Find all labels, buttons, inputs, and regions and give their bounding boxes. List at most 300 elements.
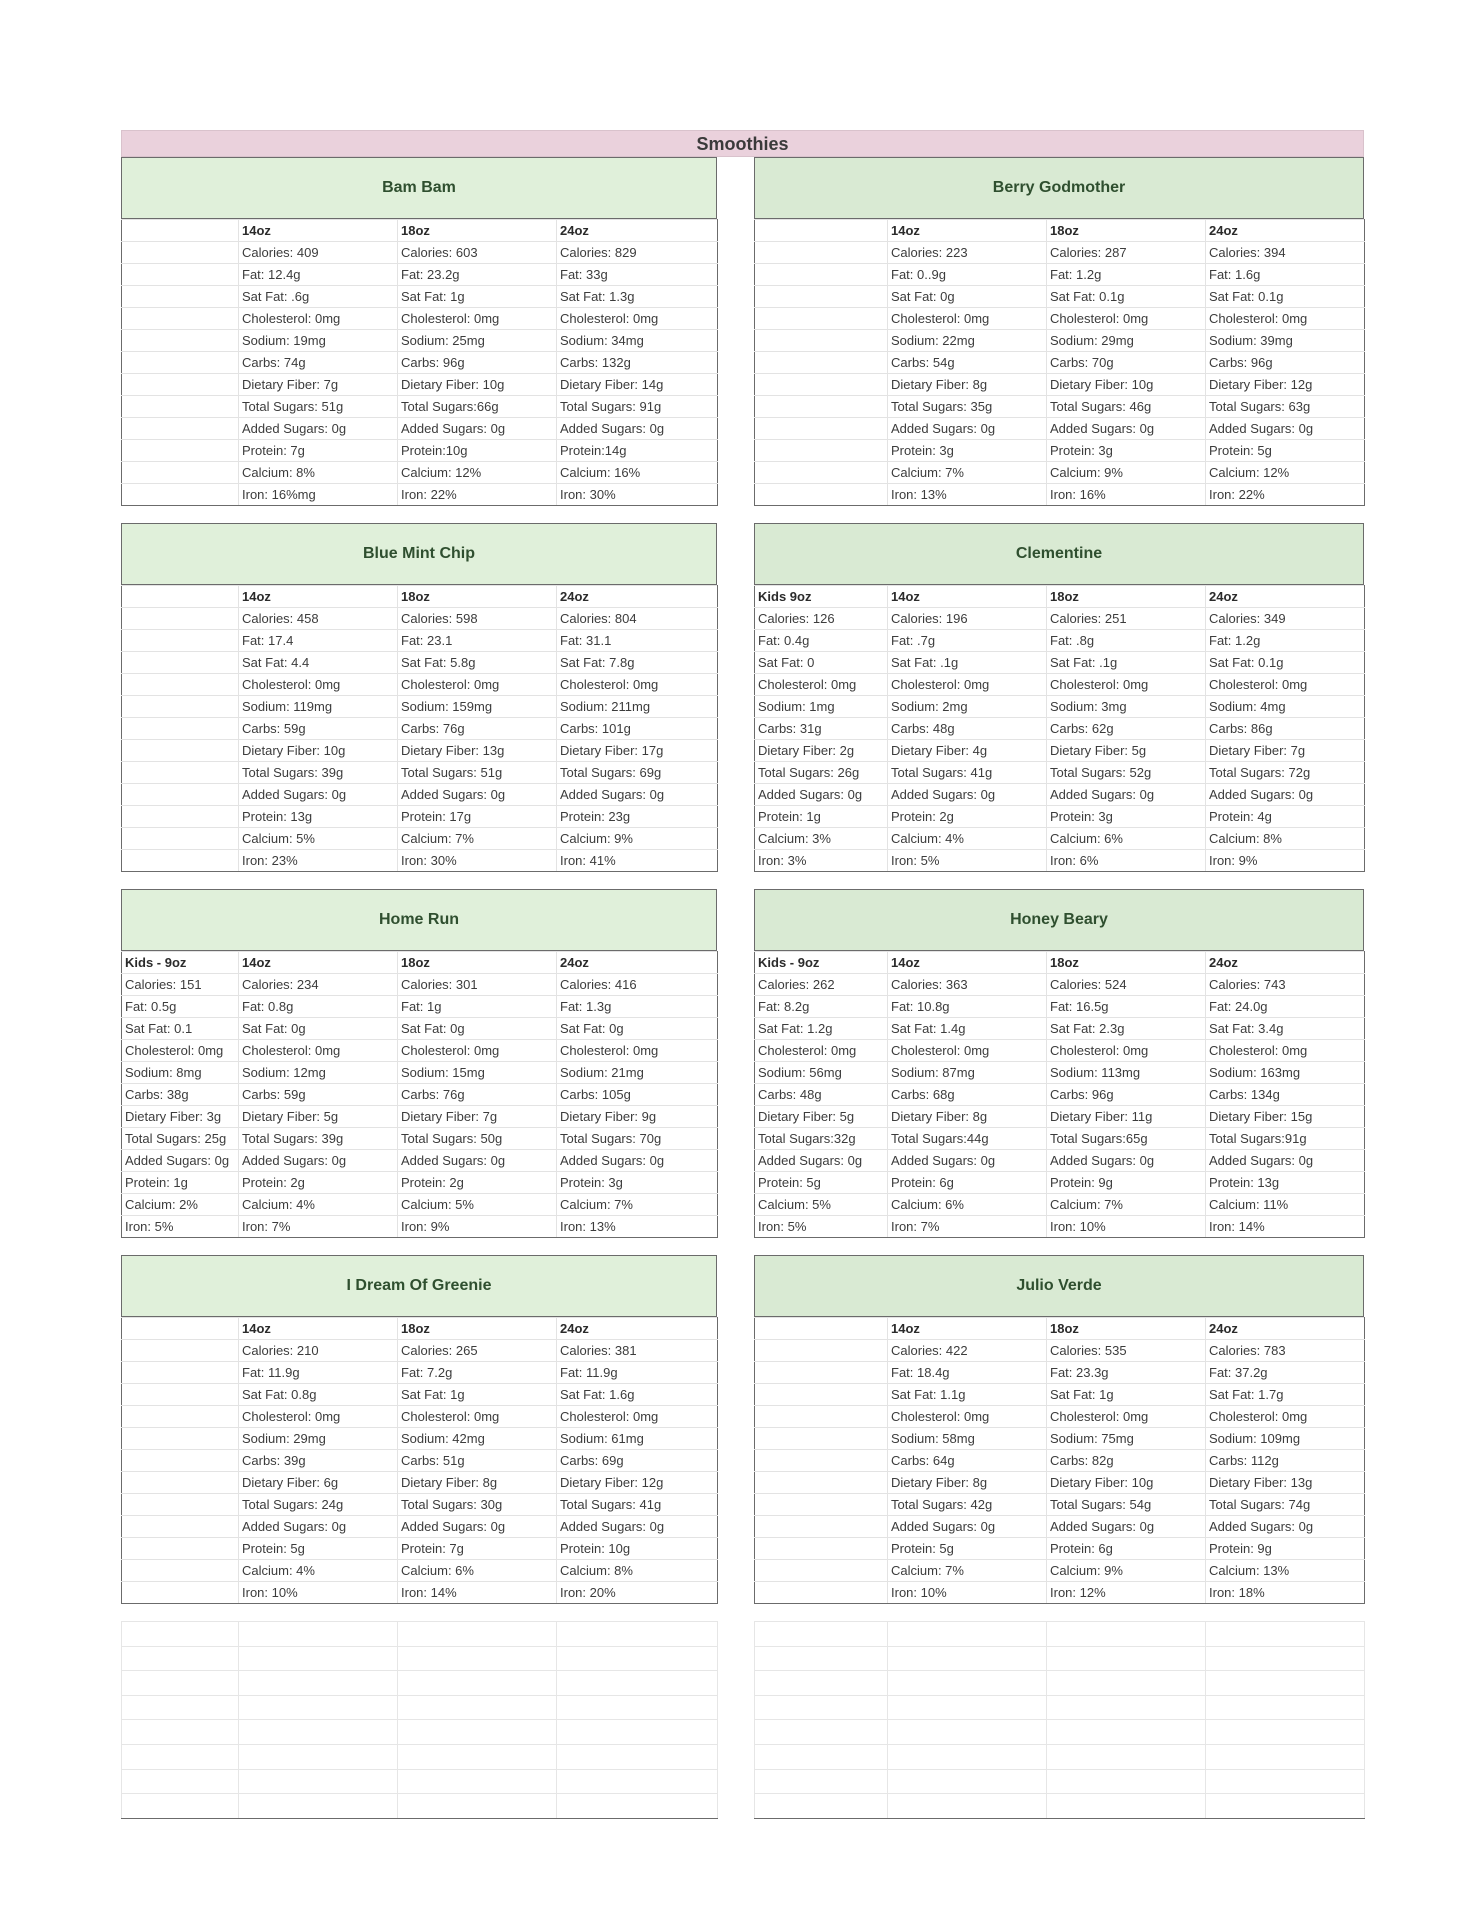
nutrient-cell[interactable]: Total Sugars: 74g (1206, 1494, 1365, 1516)
nutrient-cell[interactable]: Total Sugars: 54g (1047, 1494, 1206, 1516)
nutrient-cell[interactable]: Sat Fat: 0g (239, 1018, 398, 1040)
nutrient-cell[interactable] (122, 418, 239, 440)
nutrient-cell[interactable]: Protein: 5g (1206, 440, 1365, 462)
nutrient-cell[interactable]: Carbs: 96g (1206, 352, 1365, 374)
nutrient-cell[interactable] (122, 1340, 239, 1362)
size-label[interactable]: 24oz (1206, 220, 1365, 242)
size-label[interactable]: 14oz (239, 220, 398, 242)
nutrient-cell[interactable]: Dietary Fiber: 8g (888, 374, 1047, 396)
nutrient-cell[interactable]: Dietary Fiber: 10g (239, 740, 398, 762)
nutrient-cell[interactable]: Dietary Fiber: 14g (557, 374, 718, 396)
empty-cell[interactable] (557, 1720, 718, 1745)
nutrient-cell[interactable]: Fat: 7.2g (398, 1362, 557, 1384)
nutrient-cell[interactable]: Added Sugars: 0g (398, 418, 557, 440)
nutrient-cell[interactable] (122, 850, 239, 872)
nutrient-cell[interactable]: Added Sugars: 0g (888, 1150, 1047, 1172)
nutrient-cell[interactable]: Carbs: 96g (1047, 1084, 1206, 1106)
nutrient-cell[interactable]: Iron: 10% (239, 1582, 398, 1604)
nutrient-cell[interactable]: Sodium: 211mg (557, 696, 718, 718)
nutrient-cell[interactable]: Added Sugars: 0g (1047, 784, 1206, 806)
nutrient-cell[interactable]: Iron: 30% (557, 484, 718, 506)
nutrient-cell[interactable]: Sodium: 163mg (1206, 1062, 1365, 1084)
nutrient-cell[interactable]: Sat Fat: 1g (398, 286, 557, 308)
nutrient-cell[interactable]: Carbs: 48g (888, 718, 1047, 740)
nutrient-cell[interactable]: Added Sugars: 0g (239, 418, 398, 440)
nutrient-cell[interactable]: Protein: 5g (755, 1172, 888, 1194)
empty-cell[interactable] (398, 1671, 557, 1696)
nutrient-cell[interactable]: Total Sugars:44g (888, 1128, 1047, 1150)
nutrient-cell[interactable]: Added Sugars: 0g (557, 418, 718, 440)
empty-cell[interactable] (122, 1769, 239, 1794)
nutrient-cell[interactable]: Cholesterol: 0mg (888, 308, 1047, 330)
nutrient-cell[interactable]: Iron: 22% (1206, 484, 1365, 506)
size-label[interactable]: 24oz (557, 952, 718, 974)
nutrient-cell[interactable]: Calcium: 7% (398, 828, 557, 850)
nutrient-cell[interactable]: Sodium: 87mg (888, 1062, 1047, 1084)
nutrient-cell[interactable]: Protein:14g (557, 440, 718, 462)
size-label[interactable]: 18oz (398, 952, 557, 974)
nutrient-cell[interactable]: Total Sugars: 46g (1047, 396, 1206, 418)
empty-cell[interactable] (557, 1646, 718, 1671)
nutrient-cell[interactable]: Sodium: 19mg (239, 330, 398, 352)
nutrient-cell[interactable]: Cholesterol: 0mg (755, 1040, 888, 1062)
size-label[interactable]: 18oz (1047, 952, 1206, 974)
nutrient-cell[interactable]: Calcium: 12% (398, 462, 557, 484)
empty-cell[interactable] (1206, 1744, 1365, 1769)
empty-cell[interactable] (239, 1769, 398, 1794)
nutrient-cell[interactable]: Protein: 3g (557, 1172, 718, 1194)
nutrient-cell[interactable]: Cholesterol: 0mg (1047, 1406, 1206, 1428)
nutrient-cell[interactable]: Calcium: 7% (557, 1194, 718, 1216)
empty-cell[interactable] (239, 1695, 398, 1720)
nutrient-cell[interactable]: Protein: 3g (888, 440, 1047, 462)
empty-cell[interactable] (122, 1720, 239, 1745)
empty-cell[interactable] (1206, 1769, 1365, 1794)
nutrient-cell[interactable]: Carbs: 82g (1047, 1450, 1206, 1472)
nutrient-cell[interactable]: Dietary Fiber: 9g (557, 1106, 718, 1128)
nutrient-cell[interactable]: Carbs: 64g (888, 1450, 1047, 1472)
nutrient-cell[interactable] (122, 1406, 239, 1428)
nutrient-cell[interactable]: Added Sugars: 0g (122, 1150, 239, 1172)
nutrient-cell[interactable]: Carbs: 39g (239, 1450, 398, 1472)
nutrient-cell[interactable]: Sat Fat: 3.4g (1206, 1018, 1365, 1040)
size-label[interactable]: 14oz (239, 952, 398, 974)
nutrient-cell[interactable] (755, 1406, 888, 1428)
nutrient-cell[interactable]: Fat: 1.3g (557, 996, 718, 1018)
nutrient-cell[interactable]: Fat: 23.1 (398, 630, 557, 652)
nutrient-cell[interactable]: Calcium: 3% (755, 828, 888, 850)
nutrient-cell[interactable]: Sat Fat: 1.1g (888, 1384, 1047, 1406)
empty-cell[interactable] (398, 1695, 557, 1720)
empty-cell[interactable] (888, 1695, 1047, 1720)
nutrient-cell[interactable]: Total Sugars: 24g (239, 1494, 398, 1516)
empty-cell[interactable] (239, 1744, 398, 1769)
nutrient-cell[interactable]: Calories: 394 (1206, 242, 1365, 264)
nutrient-cell[interactable]: Sodium: 39mg (1206, 330, 1365, 352)
nutrient-cell[interactable]: Carbs: 68g (888, 1084, 1047, 1106)
size-label[interactable]: 14oz (888, 220, 1047, 242)
nutrient-cell[interactable]: Protein: 17g (398, 806, 557, 828)
nutrient-cell[interactable]: Total Sugars:65g (1047, 1128, 1206, 1150)
nutrient-cell[interactable]: Sodium: 15mg (398, 1062, 557, 1084)
nutrient-cell[interactable]: Carbs: 132g (557, 352, 718, 374)
nutrient-cell[interactable]: Carbs: 31g (755, 718, 888, 740)
nutrient-cell[interactable]: Cholesterol: 0mg (557, 1406, 718, 1428)
empty-cell[interactable] (122, 1646, 239, 1671)
nutrient-cell[interactable]: Cholesterol: 0mg (1047, 1040, 1206, 1062)
size-label[interactable]: 18oz (398, 586, 557, 608)
nutrient-cell[interactable] (755, 1516, 888, 1538)
nutrient-cell[interactable]: Protein: 3g (1047, 440, 1206, 462)
nutrient-cell[interactable]: Total Sugars:32g (755, 1128, 888, 1150)
empty-cell[interactable] (1047, 1744, 1206, 1769)
nutrient-cell[interactable]: Iron: 14% (398, 1582, 557, 1604)
nutrient-cell[interactable]: Carbs: 62g (1047, 718, 1206, 740)
nutrient-cell[interactable]: Fat: 1.6g (1206, 264, 1365, 286)
nutrient-cell[interactable]: Sat Fat: 0 (755, 652, 888, 674)
nutrient-cell[interactable]: Calcium: 5% (398, 1194, 557, 1216)
nutrient-cell[interactable]: Total Sugars: 30g (398, 1494, 557, 1516)
nutrient-cell[interactable]: Cholesterol: 0mg (1206, 1040, 1365, 1062)
nutrient-cell[interactable]: Cholesterol: 0mg (398, 308, 557, 330)
nutrient-cell[interactable]: Fat: 24.0g (1206, 996, 1365, 1018)
nutrient-cell[interactable]: Sat Fat: 0.1g (1206, 652, 1365, 674)
nutrient-cell[interactable]: Calories: 126 (755, 608, 888, 630)
nutrient-cell[interactable]: Added Sugars: 0g (1206, 1150, 1365, 1172)
nutrient-cell[interactable]: Sodium: 42mg (398, 1428, 557, 1450)
nutrient-cell[interactable]: Sat Fat: 0g (557, 1018, 718, 1040)
nutrient-cell[interactable]: Protein: 6g (888, 1172, 1047, 1194)
nutrient-cell[interactable]: Total Sugars:66g (398, 396, 557, 418)
nutrient-cell[interactable]: Iron: 20% (557, 1582, 718, 1604)
empty-cell[interactable] (122, 1671, 239, 1696)
nutrient-cell[interactable]: Calcium: 5% (239, 828, 398, 850)
nutrient-cell[interactable]: Carbs: 112g (1206, 1450, 1365, 1472)
nutrient-cell[interactable] (122, 608, 239, 630)
nutrient-cell[interactable]: Iron: 5% (888, 850, 1047, 872)
nutrient-cell[interactable]: Protein: 3g (1047, 806, 1206, 828)
nutrient-cell[interactable] (122, 242, 239, 264)
nutrient-cell[interactable]: Total Sugars: 51g (239, 396, 398, 418)
nutrient-cell[interactable]: Sodium: 56mg (755, 1062, 888, 1084)
empty-cell[interactable] (398, 1769, 557, 1794)
empty-cell[interactable] (888, 1744, 1047, 1769)
nutrient-cell[interactable]: Dietary Fiber: 8g (888, 1472, 1047, 1494)
nutrient-cell[interactable]: Dietary Fiber: 7g (239, 374, 398, 396)
size-label[interactable] (122, 586, 239, 608)
nutrient-cell[interactable] (122, 286, 239, 308)
nutrient-cell[interactable]: Calories: 458 (239, 608, 398, 630)
nutrient-cell[interactable] (122, 396, 239, 418)
size-label[interactable]: 24oz (1206, 952, 1365, 974)
nutrient-cell[interactable]: Cholesterol: 0mg (239, 1406, 398, 1428)
nutrient-cell[interactable]: Carbs: 76g (398, 718, 557, 740)
nutrient-cell[interactable]: Fat: 18.4g (888, 1362, 1047, 1384)
nutrient-cell[interactable] (122, 1384, 239, 1406)
nutrient-cell[interactable] (122, 484, 239, 506)
nutrient-cell[interactable]: Iron: 7% (888, 1216, 1047, 1238)
nutrient-cell[interactable]: Protein: 13g (239, 806, 398, 828)
nutrient-cell[interactable]: Added Sugars: 0g (239, 784, 398, 806)
size-label[interactable]: 18oz (398, 220, 557, 242)
nutrient-cell[interactable]: Total Sugars: 72g (1206, 762, 1365, 784)
nutrient-cell[interactable]: Iron: 18% (1206, 1582, 1365, 1604)
nutrient-cell[interactable] (122, 1582, 239, 1604)
nutrient-cell[interactable]: Added Sugars: 0g (1047, 1150, 1206, 1172)
nutrient-cell[interactable]: Protein: 13g (1206, 1172, 1365, 1194)
nutrient-cell[interactable]: Sat Fat: 0g (398, 1018, 557, 1040)
nutrient-cell[interactable]: Cholesterol: 0mg (239, 1040, 398, 1062)
nutrient-cell[interactable]: Iron: 30% (398, 850, 557, 872)
nutrient-cell[interactable]: Carbs: 48g (755, 1084, 888, 1106)
nutrient-cell[interactable] (122, 630, 239, 652)
nutrient-cell[interactable]: Carbs: 70g (1047, 352, 1206, 374)
nutrient-cell[interactable]: Cholesterol: 0mg (122, 1040, 239, 1062)
nutrient-cell[interactable]: Sat Fat: .6g (239, 286, 398, 308)
nutrient-cell[interactable] (122, 308, 239, 330)
empty-cell[interactable] (1206, 1622, 1365, 1647)
nutrient-cell[interactable]: Sat Fat: 1.6g (557, 1384, 718, 1406)
nutrient-cell[interactable]: Fat: 0..9g (888, 264, 1047, 286)
nutrient-cell[interactable]: Calories: 196 (888, 608, 1047, 630)
nutrient-cell[interactable]: Added Sugars: 0g (888, 784, 1047, 806)
nutrient-cell[interactable]: Cholesterol: 0mg (1206, 674, 1365, 696)
nutrient-cell[interactable]: Iron: 16%mg (239, 484, 398, 506)
nutrient-cell[interactable]: Sodium: 22mg (888, 330, 1047, 352)
nutrient-cell[interactable]: Sodium: 25mg (398, 330, 557, 352)
nutrient-cell[interactable]: Calories: 829 (557, 242, 718, 264)
nutrient-cell[interactable]: Fat: 11.9g (557, 1362, 718, 1384)
nutrient-cell[interactable]: Fat: 8.2g (755, 996, 888, 1018)
size-label[interactable]: 14oz (888, 1318, 1047, 1340)
nutrient-cell[interactable]: Sodium: 21mg (557, 1062, 718, 1084)
nutrient-cell[interactable]: Cholesterol: 0mg (1206, 308, 1365, 330)
nutrient-cell[interactable]: Added Sugars: 0g (398, 784, 557, 806)
nutrient-cell[interactable]: Sat Fat: 7.8g (557, 652, 718, 674)
nutrient-cell[interactable]: Total Sugars: 51g (398, 762, 557, 784)
nutrient-cell[interactable]: Calcium: 11% (1206, 1194, 1365, 1216)
empty-cell[interactable] (557, 1769, 718, 1794)
nutrient-cell[interactable]: Iron: 7% (239, 1216, 398, 1238)
nutrient-cell[interactable]: Calcium: 7% (1047, 1194, 1206, 1216)
nutrient-cell[interactable] (755, 374, 888, 396)
size-label[interactable]: 18oz (1047, 220, 1206, 242)
nutrient-cell[interactable]: Carbs: 86g (1206, 718, 1365, 740)
nutrient-cell[interactable] (755, 1384, 888, 1406)
nutrient-cell[interactable]: Added Sugars: 0g (1047, 1516, 1206, 1538)
size-label[interactable]: 24oz (557, 586, 718, 608)
empty-cell[interactable] (888, 1720, 1047, 1745)
nutrient-cell[interactable]: Iron: 9% (398, 1216, 557, 1238)
nutrient-cell[interactable]: Total Sugars: 52g (1047, 762, 1206, 784)
nutrient-cell[interactable]: Calcium: 4% (239, 1560, 398, 1582)
nutrient-cell[interactable]: Sat Fat: 1g (398, 1384, 557, 1406)
nutrient-cell[interactable]: Total Sugars: 50g (398, 1128, 557, 1150)
nutrient-cell[interactable]: Total Sugars: 91g (557, 396, 718, 418)
empty-cell[interactable] (1047, 1769, 1206, 1794)
nutrient-cell[interactable]: Fat: .8g (1047, 630, 1206, 652)
nutrient-cell[interactable]: Calcium: 9% (1047, 1560, 1206, 1582)
nutrient-cell[interactable]: Dietary Fiber: 7g (398, 1106, 557, 1128)
empty-cell[interactable] (755, 1744, 888, 1769)
nutrient-cell[interactable]: Sodium: 75mg (1047, 1428, 1206, 1450)
size-label[interactable]: 14oz (239, 1318, 398, 1340)
nutrient-cell[interactable]: Fat: 1g (398, 996, 557, 1018)
nutrient-cell[interactable]: Calcium: 6% (1047, 828, 1206, 850)
nutrient-cell[interactable]: Calcium: 2% (122, 1194, 239, 1216)
nutrient-cell[interactable]: Added Sugars: 0g (557, 784, 718, 806)
nutrient-cell[interactable] (755, 1450, 888, 1472)
nutrient-cell[interactable]: Iron: 10% (1047, 1216, 1206, 1238)
nutrient-cell[interactable] (755, 1340, 888, 1362)
empty-cell[interactable] (1206, 1794, 1365, 1819)
nutrient-cell[interactable]: Iron: 13% (888, 484, 1047, 506)
nutrient-cell[interactable]: Protein: 1g (122, 1172, 239, 1194)
empty-cell[interactable] (755, 1622, 888, 1647)
nutrient-cell[interactable]: Calories: 349 (1206, 608, 1365, 630)
nutrient-cell[interactable]: Calcium: 4% (239, 1194, 398, 1216)
nutrient-cell[interactable]: Sat Fat: 0.1g (1047, 286, 1206, 308)
nutrient-cell[interactable]: Sat Fat: 0g (888, 286, 1047, 308)
nutrient-cell[interactable]: Fat: 16.5g (1047, 996, 1206, 1018)
nutrient-cell[interactable]: Protein: 9g (1047, 1172, 1206, 1194)
nutrient-cell[interactable]: Calories: 535 (1047, 1340, 1206, 1362)
nutrient-cell[interactable] (755, 1560, 888, 1582)
size-label[interactable]: Kids - 9oz (122, 952, 239, 974)
nutrient-cell[interactable] (122, 1362, 239, 1384)
empty-cell[interactable] (1206, 1671, 1365, 1696)
nutrient-cell[interactable]: Calories: 251 (1047, 608, 1206, 630)
nutrient-cell[interactable]: Sat Fat: 2.3g (1047, 1018, 1206, 1040)
nutrient-cell[interactable]: Calories: 416 (557, 974, 718, 996)
nutrient-cell[interactable]: Protein: 5g (239, 1538, 398, 1560)
nutrient-cell[interactable]: Protein: 6g (1047, 1538, 1206, 1560)
nutrient-cell[interactable]: Sodium: 61mg (557, 1428, 718, 1450)
nutrient-cell[interactable] (122, 1428, 239, 1450)
nutrient-cell[interactable]: Calcium: 13% (1206, 1560, 1365, 1582)
nutrient-cell[interactable]: Calcium: 6% (888, 1194, 1047, 1216)
nutrient-cell[interactable]: Dietary Fiber: 12g (1206, 374, 1365, 396)
nutrient-cell[interactable]: Fat: 0.5g (122, 996, 239, 1018)
nutrient-cell[interactable]: Added Sugars: 0g (239, 1516, 398, 1538)
nutrient-cell[interactable] (122, 806, 239, 828)
size-label[interactable]: 18oz (1047, 1318, 1206, 1340)
nutrient-cell[interactable]: Sodium: 159mg (398, 696, 557, 718)
nutrient-cell[interactable]: Sat Fat: .1g (1047, 652, 1206, 674)
nutrient-cell[interactable]: Calcium: 7% (888, 462, 1047, 484)
nutrient-cell[interactable]: Fat: 17.4 (239, 630, 398, 652)
nutrient-cell[interactable]: Fat: 0.8g (239, 996, 398, 1018)
nutrient-cell[interactable] (122, 1538, 239, 1560)
nutrient-cell[interactable]: Calories: 301 (398, 974, 557, 996)
nutrient-cell[interactable]: Calcium: 9% (557, 828, 718, 850)
empty-cell[interactable] (1206, 1720, 1365, 1745)
nutrient-cell[interactable]: Sodium: 12mg (239, 1062, 398, 1084)
nutrient-cell[interactable]: Protein: 23g (557, 806, 718, 828)
nutrient-cell[interactable]: Cholesterol: 0mg (557, 308, 718, 330)
size-label[interactable]: 24oz (1206, 1318, 1365, 1340)
empty-cell[interactable] (557, 1671, 718, 1696)
nutrient-cell[interactable] (122, 1494, 239, 1516)
nutrient-cell[interactable]: Carbs: 76g (398, 1084, 557, 1106)
nutrient-cell[interactable]: Sodium: 109mg (1206, 1428, 1365, 1450)
nutrient-cell[interactable]: Sodium: 1mg (755, 696, 888, 718)
empty-cell[interactable] (888, 1622, 1047, 1647)
nutrient-cell[interactable]: Cholesterol: 0mg (398, 674, 557, 696)
nutrient-cell[interactable]: Cholesterol: 0mg (888, 1040, 1047, 1062)
empty-cell[interactable] (888, 1794, 1047, 1819)
nutrient-cell[interactable]: Iron: 9% (1206, 850, 1365, 872)
nutrient-cell[interactable]: Iron: 13% (557, 1216, 718, 1238)
empty-cell[interactable] (239, 1646, 398, 1671)
nutrient-cell[interactable]: Total Sugars: 35g (888, 396, 1047, 418)
empty-cell[interactable] (755, 1646, 888, 1671)
empty-cell[interactable] (239, 1794, 398, 1819)
empty-cell[interactable] (557, 1622, 718, 1647)
nutrient-cell[interactable]: Sodium: 34mg (557, 330, 718, 352)
empty-cell[interactable] (122, 1794, 239, 1819)
nutrient-cell[interactable] (122, 330, 239, 352)
empty-cell[interactable] (1047, 1794, 1206, 1819)
nutrient-cell[interactable]: Cholesterol: 0mg (1047, 674, 1206, 696)
nutrient-cell[interactable]: Calories: 743 (1206, 974, 1365, 996)
nutrient-cell[interactable]: Dietary Fiber: 13g (398, 740, 557, 762)
nutrient-cell[interactable]: Dietary Fiber: 13g (1206, 1472, 1365, 1494)
nutrient-cell[interactable]: Total Sugars: 26g (755, 762, 888, 784)
size-label[interactable]: 24oz (557, 220, 718, 242)
nutrient-cell[interactable]: Added Sugars: 0g (755, 784, 888, 806)
nutrient-cell[interactable]: Sat Fat: 1.7g (1206, 1384, 1365, 1406)
nutrient-cell[interactable]: Fat: 23.2g (398, 264, 557, 286)
nutrient-cell[interactable]: Dietary Fiber: 7g (1206, 740, 1365, 762)
nutrient-cell[interactable]: Sat Fat: 1g (1047, 1384, 1206, 1406)
nutrient-cell[interactable]: Total Sugars: 39g (239, 762, 398, 784)
nutrient-cell[interactable] (755, 462, 888, 484)
nutrient-cell[interactable]: Calcium: 16% (557, 462, 718, 484)
nutrient-cell[interactable]: Sodium: 58mg (888, 1428, 1047, 1450)
empty-cell[interactable] (122, 1744, 239, 1769)
nutrient-cell[interactable]: Fat: .7g (888, 630, 1047, 652)
nutrient-cell[interactable]: Carbs: 101g (557, 718, 718, 740)
nutrient-cell[interactable]: Carbs: 74g (239, 352, 398, 374)
nutrient-cell[interactable]: Sat Fat: 0.1 (122, 1018, 239, 1040)
nutrient-cell[interactable]: Total Sugars: 63g (1206, 396, 1365, 418)
nutrient-cell[interactable]: Total Sugars: 41g (557, 1494, 718, 1516)
nutrient-cell[interactable]: Dietary Fiber: 3g (122, 1106, 239, 1128)
nutrient-cell[interactable]: Cholesterol: 0mg (398, 1040, 557, 1062)
empty-cell[interactable] (239, 1720, 398, 1745)
nutrient-cell[interactable]: Added Sugars: 0g (398, 1150, 557, 1172)
nutrient-cell[interactable]: Fat: 37.2g (1206, 1362, 1365, 1384)
nutrient-cell[interactable]: Calcium: 6% (398, 1560, 557, 1582)
nutrient-cell[interactable] (755, 308, 888, 330)
nutrient-cell[interactable] (122, 740, 239, 762)
nutrient-cell[interactable] (122, 762, 239, 784)
empty-cell[interactable] (1047, 1646, 1206, 1671)
nutrient-cell[interactable] (755, 286, 888, 308)
empty-cell[interactable] (398, 1646, 557, 1671)
size-label[interactable] (755, 1318, 888, 1340)
nutrient-cell[interactable]: Calcium: 8% (1206, 828, 1365, 850)
nutrient-cell[interactable]: Iron: 10% (888, 1582, 1047, 1604)
nutrient-cell[interactable] (755, 1472, 888, 1494)
nutrient-cell[interactable]: Fat: 23.3g (1047, 1362, 1206, 1384)
nutrient-cell[interactable]: Calories: 234 (239, 974, 398, 996)
nutrient-cell[interactable]: Total Sugars: 42g (888, 1494, 1047, 1516)
nutrient-cell[interactable]: Added Sugars: 0g (1047, 418, 1206, 440)
nutrient-cell[interactable]: Dietary Fiber: 4g (888, 740, 1047, 762)
nutrient-cell[interactable]: Dietary Fiber: 10g (398, 374, 557, 396)
